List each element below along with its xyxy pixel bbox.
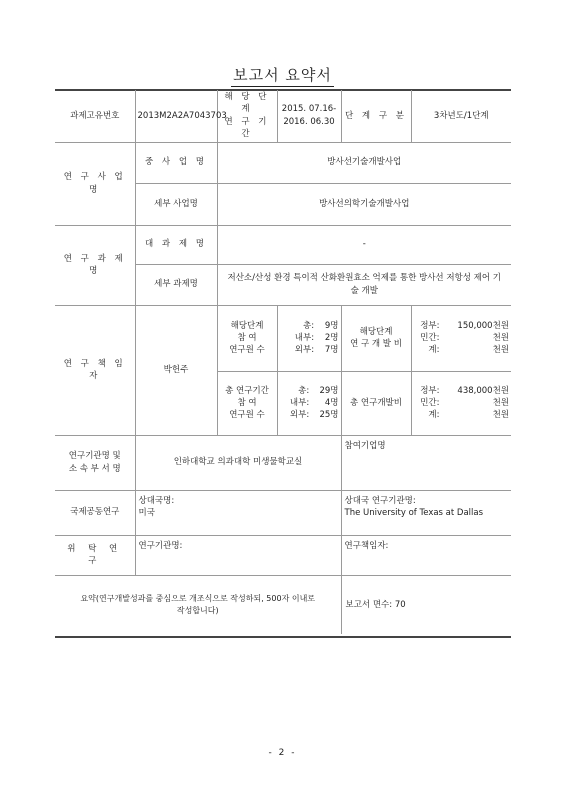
period-label: 해 당 단 계 연 구 기 간: [217, 90, 277, 142]
partner-company: 참여기업명: [341, 435, 511, 490]
stage-people-label: 해당단계 참 여 연구원 수: [217, 305, 277, 371]
project-big-value: -: [217, 225, 511, 264]
project-sub-value: 저산소/산성 환경 특이적 산화환원효소 억제를 통한 방사선 저항성 제어 기술 개발: [217, 264, 511, 305]
document-title: 보고서 요약서: [0, 64, 565, 85]
institution-label: 연구기관명 및 소 속 부 서 명: [55, 435, 135, 490]
row-task-info: [55, 90, 511, 142]
row-summary: [55, 575, 511, 634]
stage-label: 단 계 구 분: [341, 90, 411, 142]
consign-lead: 연구책임자:: [341, 535, 511, 575]
task-no-label: 과제고유번호: [55, 90, 135, 142]
stage-cost-label: 해당단계 연 구 개 발 비: [341, 305, 411, 371]
row-intl: [55, 490, 511, 535]
period-value: 2015. 07.16- 2016. 06.30: [277, 90, 341, 142]
total-cost-label: 총 연구개발비: [341, 371, 411, 435]
consign-label: 위 탁 연 구: [55, 535, 135, 575]
researcher-name: 박헌주: [135, 305, 217, 435]
stage-value: 3차년도/1단계: [411, 90, 511, 142]
bottom-rule: [55, 636, 511, 638]
summary-instruction: 요약(연구개발성과를 중심으로 개조식으로 작성하되, 500자 이내로 작성합니다): [55, 575, 341, 634]
program-sub-value: 방사선의학기술개발사업: [217, 183, 511, 225]
program-sub-label: 세부 사업명: [135, 183, 217, 225]
row-institution: [55, 435, 511, 490]
institution-value: 인하대학교 의과대학 미생물학교실: [135, 435, 341, 490]
intl-country: 상대국명: 미국: [135, 490, 341, 535]
row-consign: [55, 535, 511, 575]
total-people-label: 총 연구기간 참 여 연구원 수: [217, 371, 277, 435]
report-summary-table: [55, 90, 511, 634]
project-big-label: 대 과 제 명: [135, 225, 217, 264]
program-mid-label: 중 사 업 명: [135, 142, 217, 183]
intl-label: 국제공동연구: [55, 490, 135, 535]
program-mid-value: 방사선기술개발사업: [217, 142, 511, 183]
total-people-values: 총: 29명 내부: 4명 외부: 25명: [277, 371, 341, 435]
intl-org: 상대국 연구기관명: The University of Texas at Dallas: [341, 490, 511, 535]
row-researcher-stage: [55, 305, 511, 371]
task-no-value: 2013M2A2A7043703: [135, 90, 217, 142]
stage-cost-values: 정부: 150,000천원 민간: 천원 계: 천원: [411, 305, 511, 371]
project-sub-label: 세부 과제명: [135, 264, 217, 305]
row-project-big: [55, 225, 511, 264]
consign-org: 연구기관명:: [135, 535, 341, 575]
program-label: 연 구 사 업 명: [55, 142, 135, 225]
total-cost-values: 정부: 438,000천원 민간: 천원 계: 천원: [411, 371, 511, 435]
researcher-label: 연 구 책 임 자: [55, 305, 135, 435]
report-pages: 보고서 면수: 70: [341, 575, 511, 634]
stage-people-values: 총: 9명 내부: 2명 외부: 7명: [277, 305, 341, 371]
row-program-mid: [55, 142, 511, 183]
project-label: 연 구 과 제 명: [55, 225, 135, 305]
page-number: - 2 -: [268, 748, 297, 758]
